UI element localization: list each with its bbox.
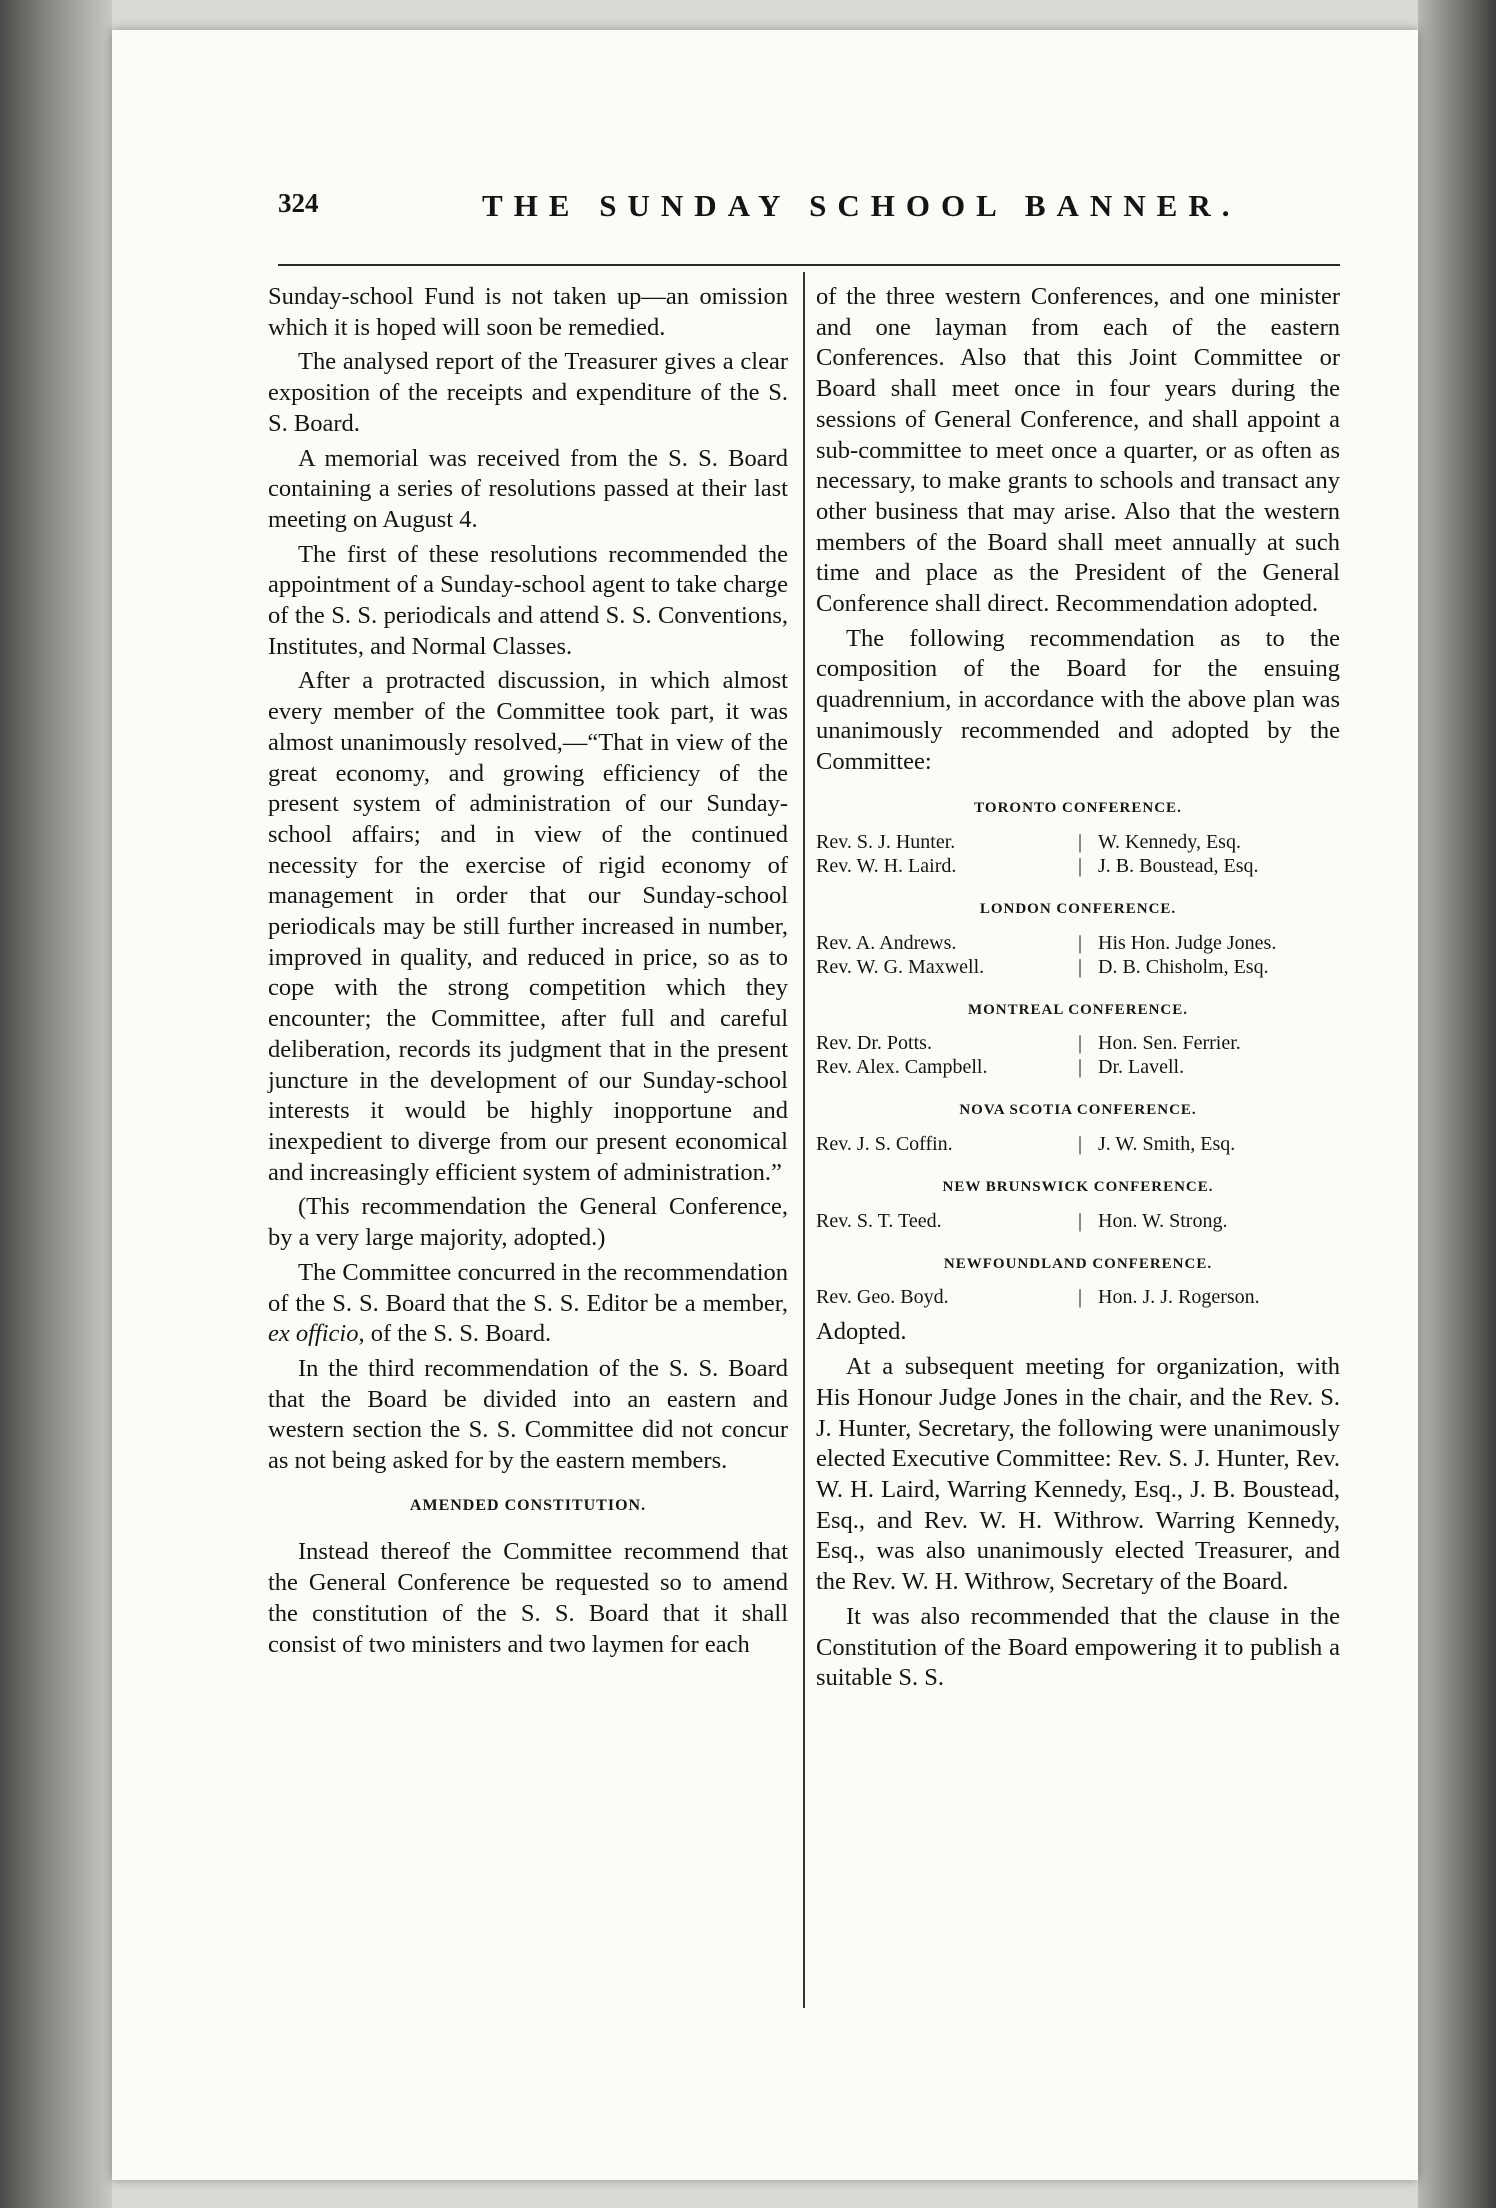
minister-name: Rev. Alex. Campbell. — [816, 1056, 988, 1079]
layman-name: D. B. Chisholm, Esq. — [1098, 955, 1269, 978]
layman-name: Hon. Sen. Ferrier. — [1098, 1032, 1241, 1055]
member-row — [816, 1055, 1340, 1079]
paragraph: Instead thereof the Committee recommend that the General Conference be requested so to amend the constitution of the S. S. Board that it shall consist of two ministers and two laymen for each — [268, 1538, 788, 1658]
separator: | — [1078, 1209, 1083, 1232]
member-row — [816, 1209, 1340, 1233]
separator: | — [1078, 1133, 1083, 1156]
paragraph: At a subsequent meeting for organization, with His Honour Judge Jones in the chair, and the Rev. S. J. Hunter, Secretary, the following were unanimously elected Executive Committee: Rev. S. J. Hunter, Rev. W. H. Laird, Warring Kennedy, Esq., J. B. Boustead, Esq., and Rev. W. H. Withrow. Warring Kennedy, Esq., was also unanimously elected Treasurer, and the Rev. W. H. Withrow, Secretary of the Board. — [816, 1353, 1340, 1596]
paragraph: The first of these resolutions recommended the appointment of a Sunday-school agent to take charge of the S. S. periodicals and attend S. S. Conventions, Institutes, and Normal Classes. — [268, 540, 789, 660]
member-row — [816, 854, 1340, 878]
scan-right-edge — [1418, 0, 1496, 2208]
member-row — [816, 1285, 1340, 1309]
paragraph: In the third recommendation of the S. S. Board that the Board be divided into an eastern and western section the S. S. Committee did not concur as not being asked for by the eastern members. — [268, 1354, 788, 1475]
conference-block — [816, 793, 1340, 878]
header-rule — [278, 264, 1340, 266]
minister-name: Rev. W. G. Maxwell. — [816, 955, 985, 978]
member-row — [816, 1132, 1340, 1156]
layman-name: J. W. Smith, Esq. — [1098, 1133, 1236, 1156]
conference-block — [816, 894, 1340, 979]
minister-name: Rev. S. J. Hunter. — [816, 830, 956, 853]
conference-block — [816, 1249, 1340, 1310]
paragraph: Sunday-school Fund is not taken up—an omission which it is hoped will soon be remedied. — [268, 283, 788, 341]
conference-title: MONTREAL CONFERENCE. — [967, 1001, 1189, 1018]
text-run: The Committee concurred in the recommendation of the S. S. Board that the S. S. Editor be a member, — [268, 1258, 788, 1317]
separator: | — [1078, 955, 1083, 978]
separator: | — [1078, 830, 1083, 853]
conference-list — [816, 793, 1340, 1309]
column-rule — [803, 272, 805, 2008]
minister-name: Rev. Dr. Potts. — [816, 1032, 932, 1055]
adopted-line: Adopted. — [816, 1318, 907, 1346]
layman-name: Hon. J. J. Rogerson. — [1098, 1286, 1260, 1309]
paragraph: (This recommendation the General Conference, by a very large majority, adopted.) — [268, 1193, 788, 1252]
conference-block — [816, 995, 1340, 1080]
conference-title: NOVA SCOTIA CONFERENCE. — [959, 1102, 1197, 1119]
member-row — [816, 830, 1340, 854]
conference-title: LONDON CONFERENCE. — [979, 900, 1177, 917]
minister-name: Rev. S. T. Teed. — [816, 1209, 942, 1232]
separator: | — [1078, 854, 1083, 877]
page-header — [170, 188, 1340, 238]
conference-block — [816, 1172, 1340, 1233]
page-number: 324 — [278, 188, 319, 218]
minister-name: Rev. J. S. Coffin. — [816, 1133, 953, 1156]
conference-title: NEWFOUNDLAND CONFERENCE. — [943, 1255, 1213, 1272]
member-row — [816, 931, 1340, 955]
left-column — [268, 282, 788, 1664]
separator: | — [1078, 1032, 1083, 1055]
right-column — [816, 282, 1340, 1698]
paragraph: After a protracted discussion, in which almost every member of the Committee took part, it was almost unanimously resolved,—“That in view of the great economy, and growing efficiency of the present system of administration of our Sunday-school affairs; and in view of the continued necessity for the exercise of rigid economy of management in order that our Sunday-school periodicals may be still further increased in number, improved in quality, and reduced in price, so as to cope with the strong competition which they encounter; the Committee, after full and careful deliberation, records its judgment that in the present juncture in the development of our Sunday-school interests it would be highly inopportune and inexpedient to diverge from our present economical and increasingly efficient system of administration.” — [268, 667, 788, 1186]
member-row — [816, 955, 1340, 979]
minister-name: Rev. A. Andrews. — [816, 931, 957, 954]
minister-name: Rev. Geo. Boyd. — [816, 1286, 949, 1309]
layman-name: W. Kennedy, Esq. — [1098, 830, 1241, 853]
conference-block — [816, 1095, 1340, 1156]
member-row — [816, 1031, 1340, 1055]
italic-text: ex officio, — [268, 1320, 365, 1348]
paragraph: of the three western Conferences, and one minister and one layman from each of the eastern Conferences. Also that this Joint Committee or Board shall meet once in four years during the sessions of General Conference, and shall appoint a sub-committee to meet once a quarter, or as often as necessary, to make grants to schools and transact any other business that may arise. Also that the western members of the Board shall meet annually at such time and place as the President of the General Conference shall direct. Recommendation adopted. — [816, 283, 1340, 618]
scan-left-edge — [0, 0, 112, 2208]
paragraph: It was also recommended that the clause in the Constitution of the Board empowering it to publish a suitable S. S. — [816, 1602, 1340, 1692]
layman-name: His Hon. Judge Jones. — [1098, 931, 1277, 954]
minister-name: Rev. W. H. Laird. — [816, 854, 957, 877]
paragraph: A memorial was received from the S. S. Board containing a series of resolutions passed at their last meeting on August 4. — [268, 444, 788, 533]
layman-name: J. B. Boustead, Esq. — [1098, 854, 1259, 877]
running-title: THE SUNDAY SCHOOL BANNER. — [482, 188, 1241, 223]
paragraph: The following recommendation as to the composition of the Board for the ensuing quadrennium, in accordance with the above plan was unanimously recommended and adopted by the Committee: — [816, 624, 1340, 775]
separator: | — [1078, 1056, 1083, 1079]
layman-name: Dr. Lavell. — [1098, 1056, 1185, 1079]
text-run: of the S. S. Board. — [364, 1320, 552, 1348]
paragraph: The analysed report of the Treasurer gives a clear exposition of the receipts and expenditure of the S. S. Board. — [268, 348, 788, 437]
separator: | — [1078, 931, 1083, 954]
section-heading: AMENDED CONSTITUTION. — [409, 1496, 647, 1514]
layman-name: Hon. W. Strong. — [1098, 1209, 1228, 1232]
conference-title: TORONTO CONFERENCE. — [974, 800, 1182, 817]
conference-title: NEW BRUNSWICK CONFERENCE. — [942, 1179, 1214, 1196]
paragraph — [268, 1258, 788, 1350]
separator: | — [1078, 1286, 1083, 1309]
